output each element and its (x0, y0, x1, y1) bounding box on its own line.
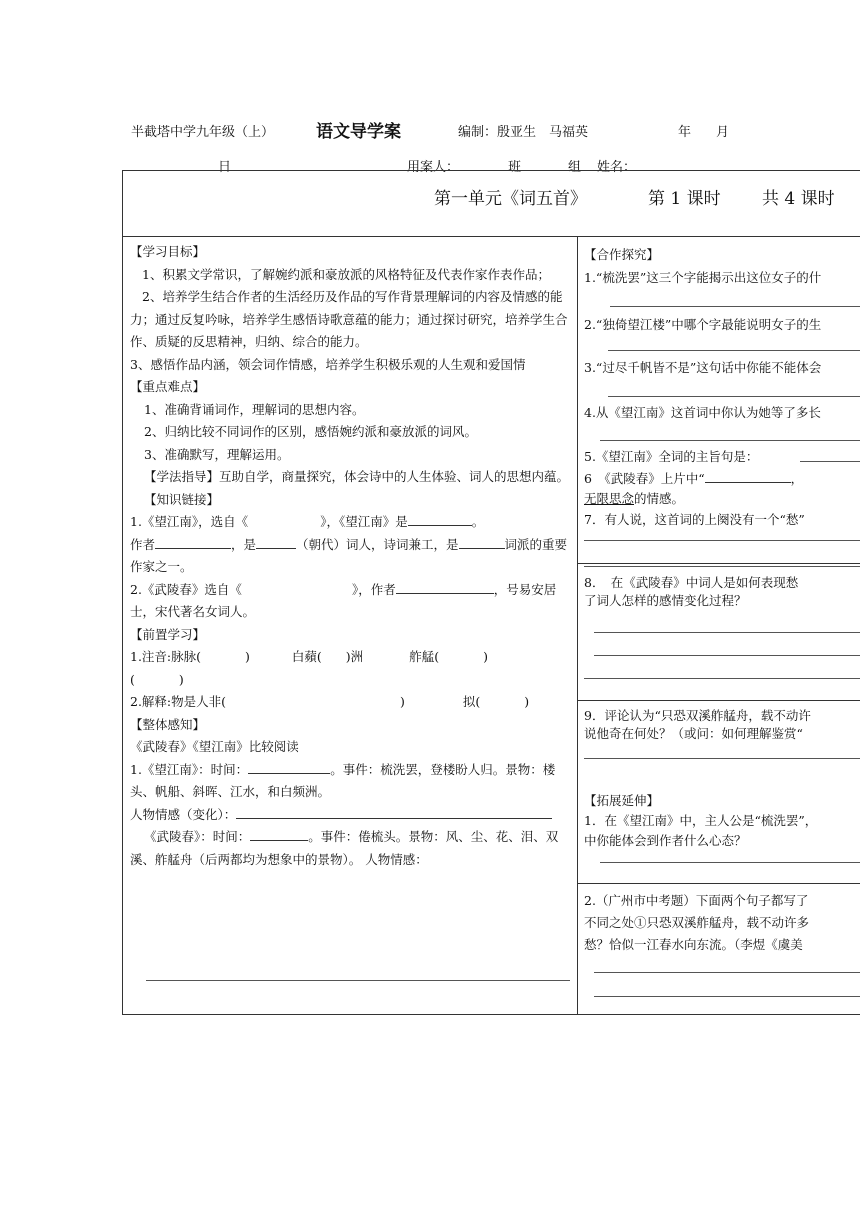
table-divider (122, 236, 860, 237)
link1-a: 1.《望江南》，选自《 (130, 514, 249, 529)
link1-b: 》，《望江南》是 (320, 514, 408, 529)
pre1-f: ) (483, 649, 488, 664)
pre2-b: ) (400, 694, 405, 709)
link2-a: 2.《武陵春》选自《 (130, 581, 242, 597)
ext-2-line-1[interactable] (594, 972, 860, 973)
time2-blank[interactable] (250, 826, 308, 841)
period-label: 第 1 课时 (648, 189, 721, 209)
goal-3: 3、感悟作品内涵，领会词作情感，培养学生积极乐观的人生观和爱国情 (130, 356, 526, 372)
group-label: 组 (568, 160, 582, 175)
emotion2-blank[interactable] (146, 980, 570, 981)
pre-title: 【前置学习】 (130, 626, 206, 642)
whole-title: 【整体感知】 (130, 716, 206, 732)
school-name: 半截塔中学九年级（上） (131, 125, 275, 140)
answer-3-line[interactable] (608, 396, 860, 397)
pre1-e: 舴艋( (409, 649, 440, 664)
section-divider-3 (577, 883, 860, 884)
ext-2-line-2[interactable] (594, 996, 860, 997)
link1-g: 词派的重要作家之一。 (130, 536, 568, 574)
doc-title: 语文导学案 (316, 122, 401, 142)
answer-8-line-2[interactable] (594, 655, 860, 656)
goal-2: 2、培养学生结合作者的生活经历及作品的写作背景理解词的内容及情感的能力；通过反复吟咏，培养学生感悟诗歌意蕴的能力；通过探讨研究，培养学生合作、质疑的反思精神，归纳、综合的能力。 (130, 289, 568, 349)
link2-c: ，号易安居士，宋代著名女词人。 (130, 581, 557, 619)
question-3: 3.“过尽千帆皆不是”这句话中你能不能体会 (584, 360, 822, 375)
pre2-d: ) (524, 694, 530, 709)
question-6-cont: 无限思念的情感。 (584, 491, 685, 506)
dynasty-blank[interactable] (256, 534, 296, 549)
w2-b: 。事件：倦梳头。景物：风、尘、花、泪、双溪、舴艋舟（后两都均为想象中的景物）。 人物情感： (130, 829, 559, 867)
answer-7-line-1[interactable] (584, 540, 860, 541)
link1-c: 。 (471, 514, 485, 529)
answer-2-line[interactable] (608, 350, 860, 351)
w1-b: 。事件：梳洗罢，登楼盼人归。景物：楼头、帆船、斜晖、江水，和白频洲。 (130, 761, 556, 799)
pre2-c: 拟( (462, 694, 481, 709)
author-blank[interactable] (155, 534, 231, 549)
extension-1: 1．在《望江南》中，主人公是“梳洗罢”， 中你能体会到作者什么心态？ (584, 813, 818, 848)
question-9: 9．评论认为“只恐双溪舴艋舟，载不动许 说他奇在何处？（或问：如何理解鉴赏“ (584, 708, 811, 741)
answer-6-blank[interactable] (705, 468, 791, 483)
answer-4-line[interactable] (600, 440, 860, 441)
question-6: 6 《武陵春》上片中“ ， (584, 468, 803, 487)
question-1: 1.“梳洗罢”这三个字能揭示出这位女子的什 (584, 270, 822, 285)
author2-blank[interactable] (396, 579, 494, 594)
coop-title: 【合作探究】 (584, 247, 660, 262)
extension-2: 2.（广州市中考题）下面两个句子都写了 不同之处①只恐双溪舴艋舟，载不动许多 愁？恰似一江春水向东流。（李煜《虞美 (584, 893, 810, 952)
w1-c: 人物情感（变化）： (130, 806, 237, 822)
genre-blank[interactable] (408, 511, 472, 526)
pre1-c: 白蘋( (291, 649, 322, 664)
ext-title: 【拓展延伸】 (584, 793, 660, 808)
left-column (130, 241, 570, 871)
key-1: 1、准确背诵词作，理解词的思想内容。 (144, 401, 365, 417)
question-4: 4.从《望江南》这首词中你认为她等了多长 (584, 405, 821, 420)
key-2: 2、归纳比较不同词作的区别，感悟婉约派和豪放派的词风。 (144, 424, 477, 439)
method-text: 互助自学，商量探究，体会诗中的人生体验、词人的思想内蕴。 (219, 469, 570, 484)
answer-1-line[interactable] (610, 306, 860, 307)
class-label: 班 (508, 160, 522, 175)
section-divider-1 (577, 563, 860, 564)
key-title: 【重点难点】 (130, 379, 206, 394)
pre1-h: ) (178, 671, 184, 687)
day-label: 日 (218, 160, 232, 175)
editors: 编制：殷亚生 马福英 (458, 125, 589, 140)
school-blank[interactable] (459, 534, 505, 549)
goals-title: 【学习目标】 (130, 244, 206, 259)
link1-f: （朝代）词人，诗词兼工，是 (296, 536, 459, 552)
emotion1-blank[interactable] (236, 804, 552, 819)
link2-b: 》，作者 (351, 581, 396, 597)
method-title: 【学法指导】 (144, 469, 220, 484)
pre1-a: 1.注音:脉脉( (130, 649, 202, 664)
answer-9-line[interactable] (584, 758, 860, 759)
section-divider-2 (577, 700, 860, 701)
compare-title: 《武陵春》《望江南》比较阅读 (130, 739, 299, 754)
ext-1-line[interactable] (600, 862, 860, 863)
key-3: 3、准确默写，理解运用。 (144, 446, 290, 462)
answer-5-line[interactable] (800, 461, 860, 462)
year-label: 年 (678, 125, 692, 140)
link1-d: 作者 (130, 536, 156, 552)
question-8: 8． 在《武陵春》中词人是如何表现愁 了词人怎样的感情变化过程？ (584, 575, 799, 608)
column-divider (577, 236, 578, 1015)
question-7: 7．有人说，这首词的上阕没有一个“愁” (584, 512, 805, 527)
question-2: 2.“独倚望江楼”中哪个字最能说明女子的生 (584, 317, 822, 332)
answer-8-line-1[interactable] (594, 632, 860, 633)
link1-e: ，是 (231, 536, 257, 552)
link-title: 【知识链接】 (144, 491, 220, 507)
pre1-b: ) (245, 649, 250, 664)
pre1-g: ( (130, 671, 135, 687)
answer-7-line-2[interactable] (584, 566, 860, 567)
total-periods: 共 4 课时 (762, 189, 835, 209)
unit-title: 第一单元《词五首》 (434, 189, 587, 209)
pre1-d: )洲 (345, 649, 364, 664)
month-label: 月 (716, 125, 730, 140)
name-label: 姓名： (597, 160, 637, 175)
goal-1: 1、积累文学常识，了解婉约派和豪放派的风格特征及代表作家作表作品； (142, 266, 550, 282)
time1-blank[interactable] (248, 759, 330, 774)
w1-a: 1.《望江南》：时间： (130, 761, 249, 777)
pre2-a: 2.解释:物是人非( (130, 694, 227, 709)
user-label: 用案人： (407, 160, 460, 175)
question-5: 5.《望江南》全词的主旨句是： (584, 449, 759, 464)
w2-a: 《武陵春》：时间： (144, 829, 251, 844)
answer-8-line-3[interactable] (584, 678, 860, 679)
